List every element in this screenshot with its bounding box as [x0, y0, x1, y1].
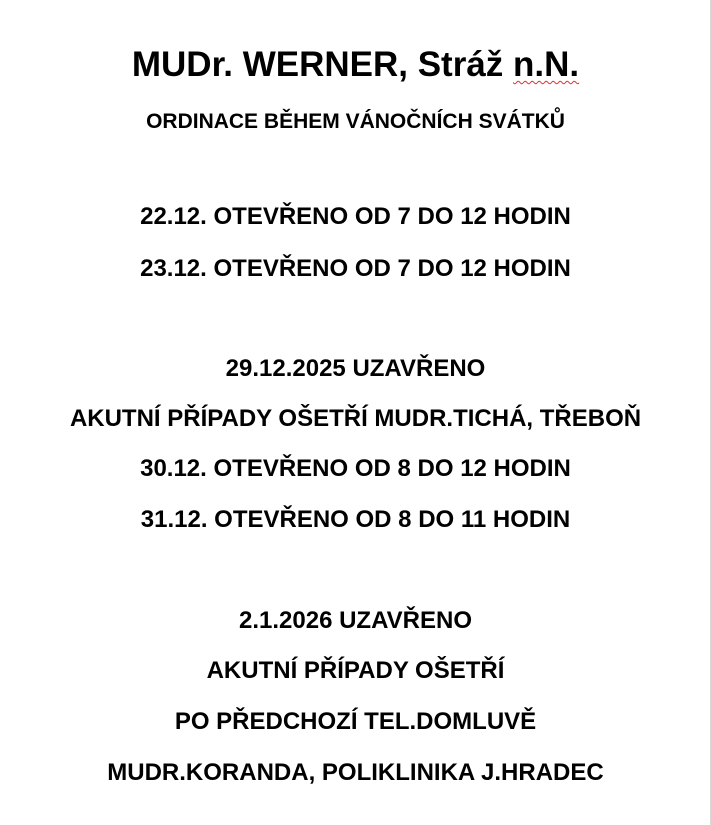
- schedule-line-dec-29-substitute: AKUTNÍ PŘÍPADY OŠETŘÍ MUDR.TICHÁ, TŘEBOŇ: [69, 405, 642, 432]
- schedule-line-dec-30: 30.12. OTEVŘENO OD 8 DO 12 HODIN: [140, 455, 571, 482]
- schedule-line-dec-23: 23.12. OTEVŘENO OD 7 DO 12 HODIN: [140, 255, 571, 282]
- title-spellcheck-text: n.N.: [513, 45, 580, 84]
- schedule-line-dec-31: 31.12. OTEVŘENO OD 8 DO 11 HODIN: [140, 506, 571, 533]
- title-main-text: MUDr. WERNER, Stráž: [131, 45, 514, 84]
- schedule-line-jan-2-acute: AKUTNÍ PŘÍPADY OŠETŘÍ: [206, 657, 505, 684]
- schedule-line-jan-2-closed: 2.1.2026 UZAVŘENO: [239, 607, 472, 634]
- page-title: [0, 44, 711, 86]
- page-subtitle: ORDINACE BĚHEM VÁNOČNÍCH SVÁTKŮ: [146, 110, 565, 133]
- schedule-line-jan-2-phone: PO PŘEDCHOZÍ TEL.DOMLUVĚ: [174, 708, 537, 735]
- schedule-line-dec-29-closed: 29.12.2025 UZAVŘENO: [225, 355, 486, 382]
- schedule-line-dec-22: 22.12. OTEVŘENO OD 7 DO 12 HODIN: [140, 203, 571, 230]
- schedule-line-jan-2-substitute: MUDR.KORANDA, POLIKLINIKA J.HRADEC: [107, 759, 604, 786]
